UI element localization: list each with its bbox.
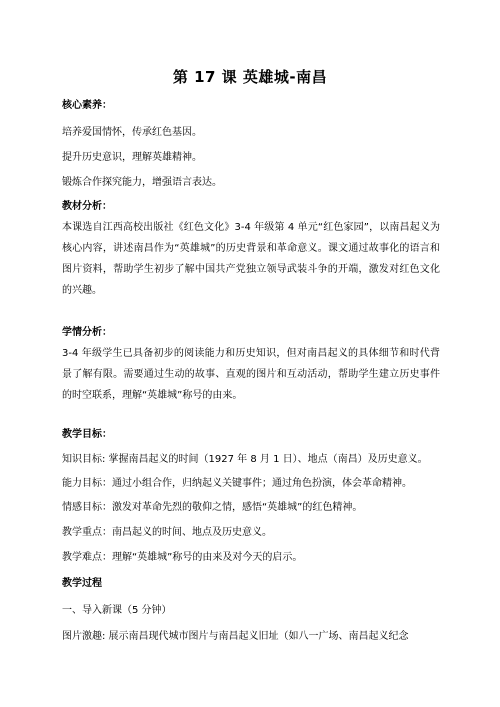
- textbook-analysis-paragraph: 本课选自江西高校出版社《红色文化》3-4 年级第 4 单元“红色家园”，以南昌起义为核心内容，讲述南昌作为“英雄城”的历史背景和革命意义。课文通过故事化的语言和图片资料，帮助学生初步了解中国共产党独立领导武装斗争的开端，激发对红色文化的兴趣。: [62, 222, 440, 296]
- student-analysis-paragraph: 3-4 年级学生已具备初步的阅读能力和历史知识，但对南昌起义的具体细节和时代背景了解有限。需要通过生动的故事、直观的图片和互动活动，帮助学生建立历史事件的时空联系，理解“英雄城”称号的由来。: [62, 348, 440, 401]
- process-section-1: 一、导入新课（5 分钟）: [62, 605, 172, 616]
- heading-student-analysis: 学情分析：: [62, 327, 112, 338]
- process-section-1-text: 图片激趣: 展示南昌现代城市图片与南昌起义旧址（如八一广场、南昌起义纪念: [62, 631, 409, 642]
- core-literacy-item-3: 锻炼合作探究能力，增强语言表达。: [62, 177, 222, 188]
- core-literacy-item-1: 培养爱国情怀，传承红色基因。: [62, 127, 202, 138]
- core-literacy-item-2: 提升历史意识，理解英雄精神。: [62, 152, 202, 163]
- page-title: 第 17 课 英雄城-南昌: [172, 68, 328, 86]
- heading-textbook-analysis: 教材分析：: [62, 201, 112, 212]
- heading-objectives: 教学目标：: [62, 429, 112, 440]
- heading-core-literacy: 核心素养：: [62, 100, 112, 111]
- difficulty: 教学难点：理解“英雄城”称号的由来及对今天的启示。: [62, 552, 303, 563]
- objective-ability: 能力目标：通过小组合作，归纳起义关键事件；通过角色扮演，体会革命精神。: [62, 478, 412, 489]
- objective-emotion: 情感目标：激发对革命先烈的敬仰之情，感悟“英雄城”的红色精神。: [62, 502, 363, 513]
- heading-process: 教学过程: [62, 578, 102, 589]
- key-point: 教学重点：南昌起义的时间、地点及历史意义。: [62, 527, 272, 538]
- objective-knowledge: 知识目标: 掌握南昌起义的时间（1927 年 8 月 1 日）、地点（南昌）及历史意义。: [62, 454, 428, 465]
